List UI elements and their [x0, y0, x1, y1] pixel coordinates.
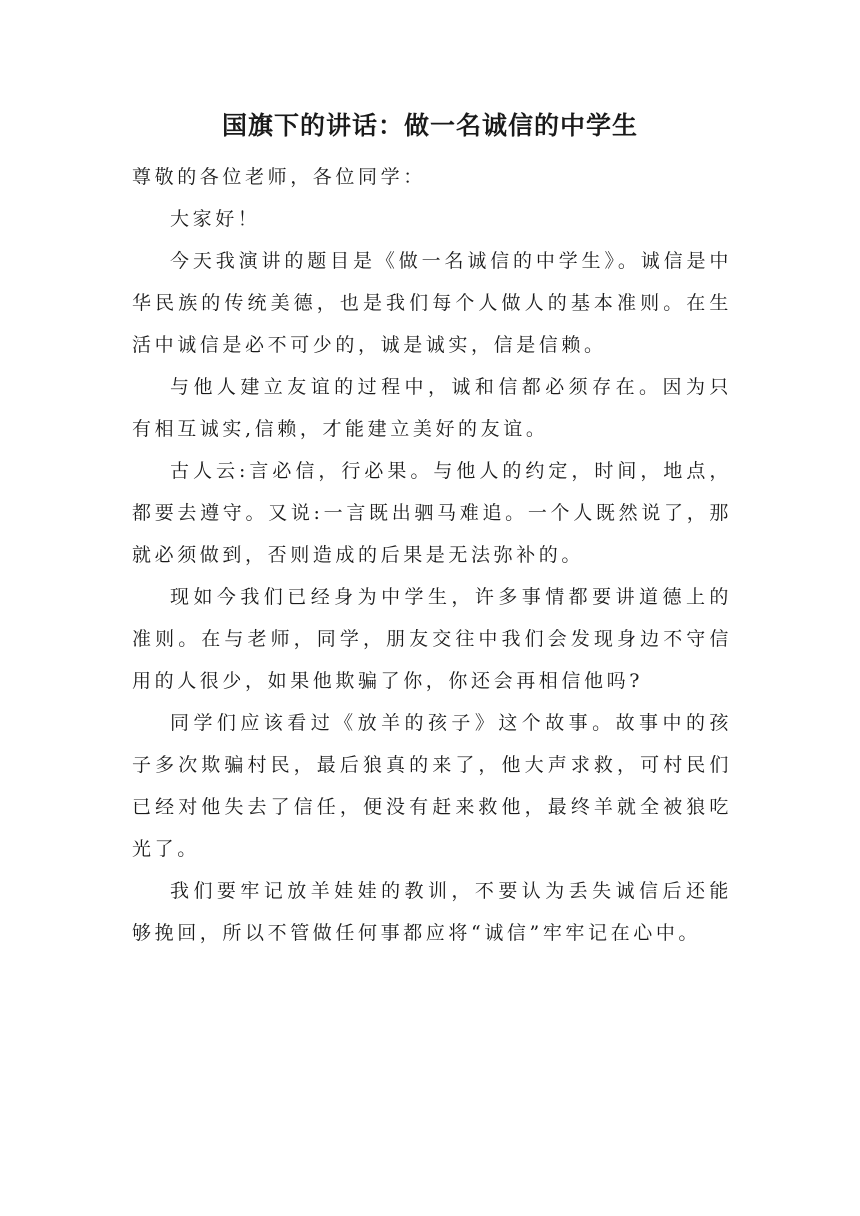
paragraph-middle-school: 现如今我们已经身为中学生，许多事情都要讲道德上的准则。在与老师，同学，朋友交往中我们会发现身边不守信用的人很少，如果他欺骗了你，你还会再相信他吗?	[132, 586, 732, 692]
paragraph-ancient-saying: 古人云:言必信，行必果。与他人的约定，时间，地点，都要去遵守。又说:一言既出驷马难追。一个人既然说了，那就必须做到，否则造成的后果是无法弥补的。	[132, 460, 732, 566]
paragraph-friendship: 与他人建立友谊的过程中，诚和信都必须存在。因为只有相互诚实,信赖，才能建立美好的友谊。	[132, 376, 732, 440]
page-title: 国旗下的讲话：做一名诚信的中学生	[221, 111, 638, 140]
salutation: 尊敬的各位老师，各位同学：	[132, 166, 426, 188]
paragraph-topic: 今天我演讲的题目是《做一名诚信的中学生》。诚信是中华民族的传统美德，也是我们每个人做人的基本准则。在生活中诚信是必不可少的，诚是诚实，信是信赖。	[132, 250, 732, 356]
paragraph-conclusion: 我们要牢记放羊娃娃的教训，不要认为丢失诚信后还能够挽回，所以不管做任何事都应将“诚信”牢牢记在心中。	[132, 880, 732, 944]
document-body	[132, 156, 732, 954]
paragraph-shepherd-story: 同学们应该看过《放羊的孩子》这个故事。故事中的孩子多次欺骗村民，最后狼真的来了，他大声求救，可村民们已经对他失去了信任，便没有赶来救他，最终羊就全被狼吃光了。	[132, 712, 732, 860]
paragraph-greeting: 大家好！	[170, 208, 261, 230]
